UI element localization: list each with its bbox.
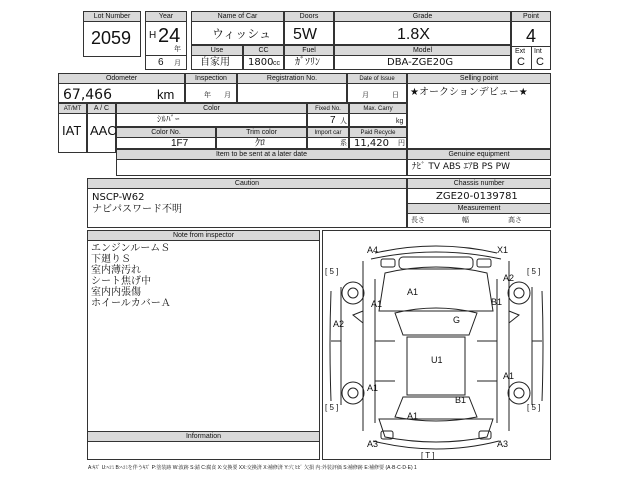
trim-box xyxy=(216,127,307,149)
month-value: 6 xyxy=(158,57,164,68)
fuel-value: ｶﾞｿﾘﾝ xyxy=(295,57,320,68)
mark-a1-right-rear: A1 xyxy=(503,371,515,381)
selling-value: ★オークションデビュー★ xyxy=(410,87,528,98)
car-diagram xyxy=(323,231,550,459)
model-box xyxy=(334,45,511,70)
year-box xyxy=(145,11,187,70)
doors-label: Doors xyxy=(285,12,333,22)
grade-label: Grade xyxy=(335,12,510,22)
recycle-value: 11,420 xyxy=(354,138,389,149)
grade-box xyxy=(334,11,511,45)
year-value: 24 xyxy=(158,25,181,47)
doors-value: 5W xyxy=(293,26,317,43)
inspection-year-unit: 年 xyxy=(204,92,211,99)
mark-g: G xyxy=(453,315,461,325)
note-line-1: エンジンルームＳ xyxy=(91,243,171,254)
fuel-label: Fuel xyxy=(285,46,333,56)
lot-number-value: 2059 xyxy=(91,28,132,48)
selling-box xyxy=(407,73,551,149)
era-value: H xyxy=(149,30,157,41)
int-label: Int xyxy=(534,48,542,55)
fixed-unit: 人 xyxy=(340,118,347,125)
use-value: 自家用 xyxy=(200,57,230,68)
import-unit: 系 xyxy=(340,140,347,147)
colorno-box xyxy=(116,127,216,149)
equip-value: ﾅﾋﾞ TV ABS ｴｱB PS PW xyxy=(412,162,510,172)
name-value: ウィッシュ xyxy=(212,27,272,41)
year-label: Year xyxy=(146,12,186,22)
point-value: 4 xyxy=(526,26,537,46)
bracket-right-bottom: [ 5 ] xyxy=(527,403,541,412)
odometer-value: 67,466 xyxy=(63,87,112,103)
maxcarry-box xyxy=(349,103,407,127)
note-line-2: 下廻りＳ xyxy=(91,254,131,265)
maxcarry-unit: kg xyxy=(396,118,404,125)
mark-a1-left: A1 xyxy=(371,299,383,309)
int-value: C xyxy=(536,56,544,68)
length-label: 長さ xyxy=(411,217,425,224)
bracket-left-bottom: [ 5 ] xyxy=(325,403,339,412)
note-line-5: 室内内張傷 xyxy=(91,287,141,298)
equip-label: Genuine equipment xyxy=(408,150,550,160)
inspection-label: Inspection xyxy=(186,74,236,84)
color-box xyxy=(116,103,307,127)
mark-a1-rear: A1 xyxy=(407,411,419,421)
cc-value: 1800 xyxy=(248,57,274,68)
mark-a1-left-rear: A1 xyxy=(367,383,379,393)
selling-label: Selling point xyxy=(408,74,550,84)
odometer-label: Odometer xyxy=(59,74,184,84)
cc-box xyxy=(243,45,284,70)
notes-label: Note from inspector xyxy=(88,231,319,241)
chassis-value: ZGE20-0139781 xyxy=(436,191,518,202)
atmt-box xyxy=(58,103,87,153)
mark-a1-hood: A1 xyxy=(407,287,419,297)
fixed-value: 7 xyxy=(330,115,336,126)
mark-u1: U1 xyxy=(431,355,443,365)
registration-label: Registration No. xyxy=(238,74,346,84)
maxcarry-label: Max. Carry xyxy=(350,104,406,114)
odometer-box xyxy=(58,73,185,103)
month-unit: 月 xyxy=(174,60,181,67)
bracket-bottom: [ T ] xyxy=(421,451,435,460)
caution-line-2: ナビパスワード不明 xyxy=(92,204,182,215)
caution-line-1: NSCP-W62 xyxy=(92,192,145,203)
registration-box xyxy=(237,73,347,103)
trim-value: ｸﾛ xyxy=(255,138,265,149)
fixed-box xyxy=(307,103,349,127)
height-label: 高さ xyxy=(508,217,522,224)
ac-box xyxy=(87,103,116,153)
ext-label: Ext xyxy=(515,48,526,55)
point-box xyxy=(511,11,551,70)
mark-a3-right: A3 xyxy=(497,439,509,449)
mark-b1-rear: B1 xyxy=(455,395,467,405)
chassis-box xyxy=(407,178,551,228)
recycle-label: Paid Recycle xyxy=(350,128,406,138)
inspection-box xyxy=(185,73,237,103)
ac-value: AAC xyxy=(90,123,117,138)
recycle-unit: 円 xyxy=(398,140,405,147)
colorno-value: 1F7 xyxy=(171,138,189,149)
lot-number-box xyxy=(83,11,141,57)
mark-a2-right: A2 xyxy=(503,273,515,283)
cc-label: CC xyxy=(244,46,283,56)
measure-label: Measurement xyxy=(408,204,550,214)
inspection-month-unit: 月 xyxy=(224,92,231,99)
fuel-box xyxy=(284,45,334,70)
date-day-unit: 日 xyxy=(392,92,399,99)
atmt-label: AT/MT xyxy=(59,104,86,114)
bracket-left-top: [ 5 ] xyxy=(325,267,339,276)
grade-value: 1.8X xyxy=(397,26,430,43)
note-line-6: ホイールカバーＡ xyxy=(91,298,171,309)
name-label: Name of Car xyxy=(192,12,283,22)
notes-box xyxy=(87,230,320,460)
point-label: Point xyxy=(512,12,550,22)
mark-a3-left: A3 xyxy=(367,439,379,449)
mark-b1-right: B1 xyxy=(491,297,503,307)
later-box xyxy=(116,149,407,176)
use-box xyxy=(191,45,243,70)
note-line-4: シート焦げ中 xyxy=(91,276,151,287)
date-month-unit: 月 xyxy=(362,92,369,99)
trim-label: Trim color xyxy=(217,128,306,138)
year-unit: 年 xyxy=(174,46,181,53)
use-label: Use xyxy=(192,46,242,56)
date-label: Date of Issue xyxy=(348,74,406,84)
lot-number-label: Lot Number xyxy=(84,12,140,22)
caution-box xyxy=(87,178,407,228)
legend-text: A:ｷｽﾞ U:ﾍｺﾐ B:ﾍｺﾐを伴うｷｽﾞ P:塗装跡 W:波跡 S:錆 C:腐食 X:交換要 XX:交換済 X:補修済 Y:穴 ﾋﾋﾞ 欠損 内:外装評価 S:補修跡 E:補修要 (A·B·C·D·E) 1 xyxy=(88,465,417,471)
note-line-3: 室内薄汚れ xyxy=(91,265,141,276)
chassis-label: Chassis number xyxy=(408,179,550,189)
information-label: Information xyxy=(88,432,319,442)
recycle-box xyxy=(349,127,407,149)
color-value: ｼﾙﾊﾞｰ xyxy=(157,115,180,125)
odometer-unit: km xyxy=(157,87,175,102)
caution-label: Caution xyxy=(88,179,406,189)
doors-box xyxy=(284,11,334,45)
ext-value: C xyxy=(517,56,525,68)
later-label: Item to be sent at a later date xyxy=(117,150,406,160)
import-box xyxy=(307,127,349,149)
cc-unit: cc xyxy=(273,60,280,67)
atmt-value: IAT xyxy=(62,123,82,138)
color-label: Color xyxy=(117,104,306,114)
model-value: DBA-ZGE20G xyxy=(387,57,454,68)
model-label: Model xyxy=(335,46,510,56)
diagram-box xyxy=(322,230,551,460)
name-box xyxy=(191,11,284,45)
bracket-right-top: [ 5 ] xyxy=(527,267,541,276)
import-label: Import car xyxy=(308,128,348,138)
mark-a2-left: A2 xyxy=(333,319,345,329)
width-label: 幅 xyxy=(462,217,469,224)
fixed-label: Fixed No. xyxy=(308,104,348,114)
date-box xyxy=(347,73,407,103)
colorno-label: Color No. xyxy=(117,128,215,138)
mark-x1: X1 xyxy=(497,245,509,255)
equip-box xyxy=(407,149,551,176)
mark-a4: A4 xyxy=(367,245,379,255)
ac-label: A / C xyxy=(88,104,115,114)
